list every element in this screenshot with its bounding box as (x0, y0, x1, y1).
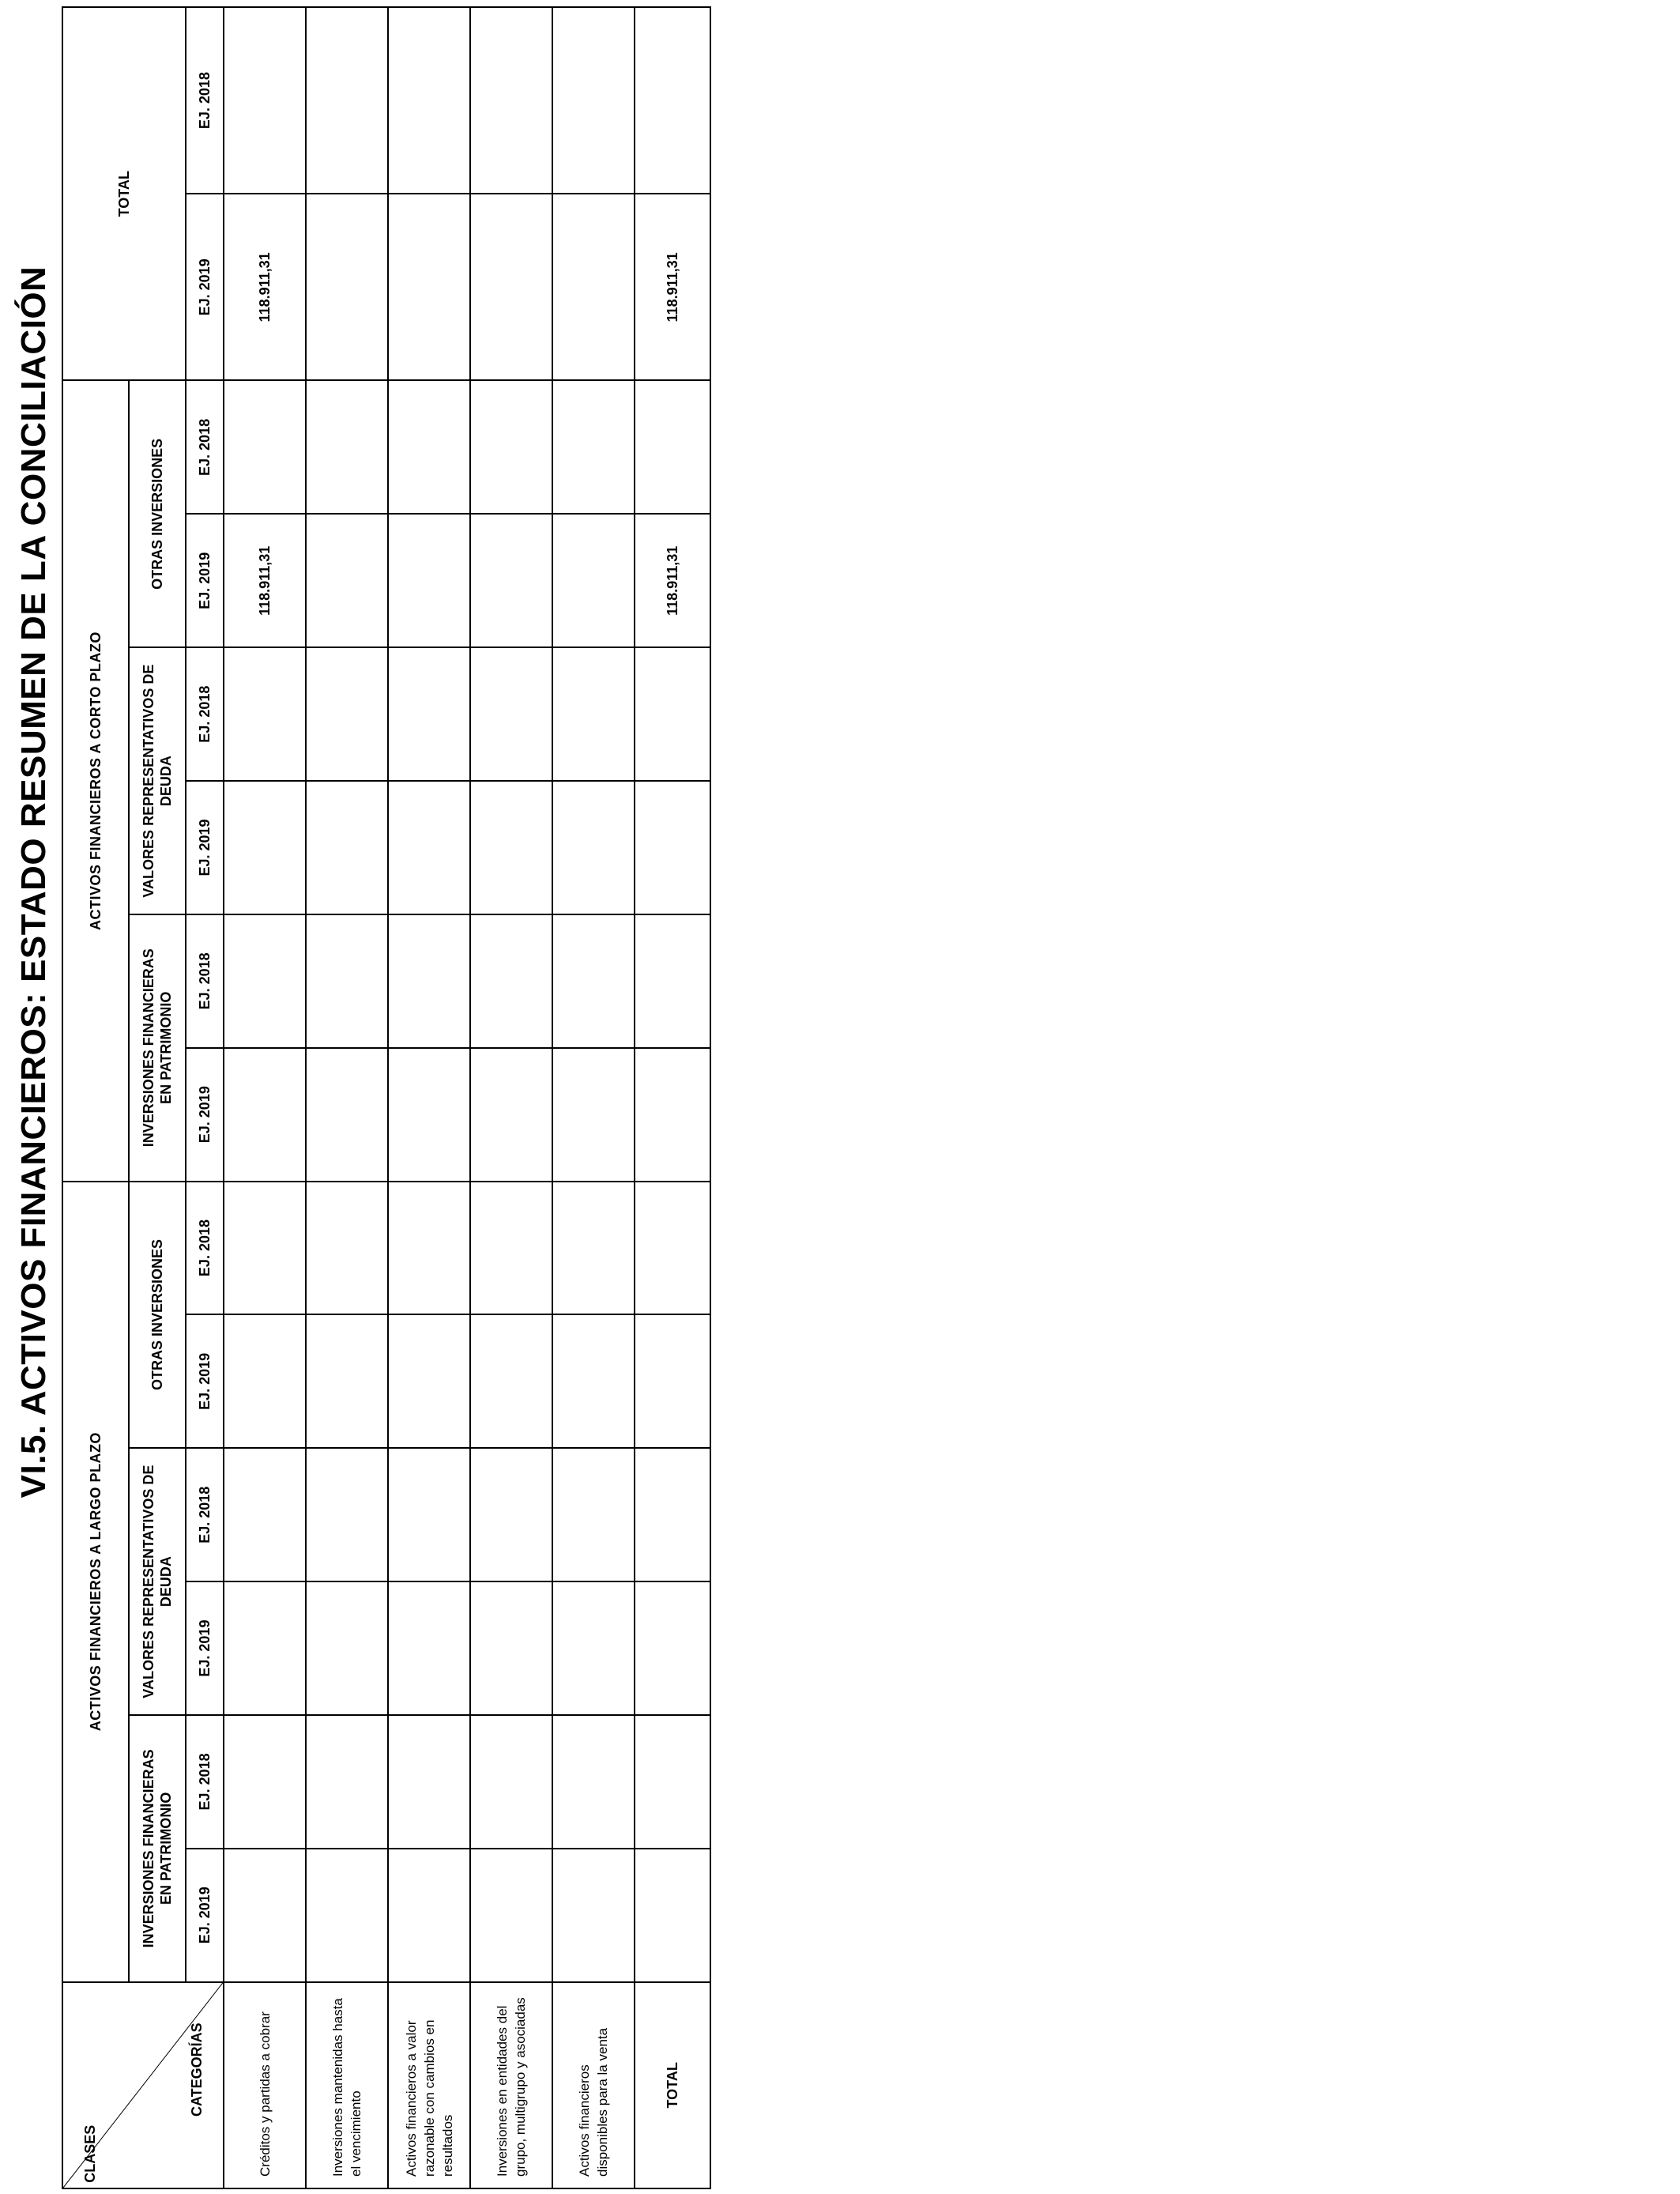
cell-lp-otras-2019 (224, 1314, 306, 1448)
cell-lp-patrimonio-2018 (635, 1715, 710, 1849)
cell-lp-deuda-2018 (635, 1448, 710, 1581)
cell-total-2019 (306, 194, 388, 380)
cell-lp-deuda-2019 (552, 1581, 635, 1715)
cell-cp-otras-2018 (635, 380, 710, 514)
cell-cp-deuda-2019 (224, 781, 306, 914)
year-2019: EJ. 2019 (186, 1048, 224, 1182)
row-category: Activos financieros disponibles para la venta (552, 1982, 635, 2188)
cell-cp-deuda-2019 (388, 781, 470, 914)
year-2019: EJ. 2019 (186, 194, 224, 380)
header-lp-deuda (129, 1448, 186, 1715)
header-cp-patrimonio-line1: INVERSIONES FINANCIERAS (141, 948, 156, 1148)
cell-cp-otras-2018 (224, 380, 306, 514)
cell-total-2019 (552, 194, 635, 380)
cell-lp-deuda-2019 (388, 1581, 470, 1715)
cell-lp-deuda-2019 (306, 1581, 388, 1715)
cell-total-2018 (224, 7, 306, 194)
header-corto-plazo: ACTIVOS FINANCIEROS A CORTO PLAZO (62, 380, 129, 1181)
cell-lp-deuda-2018 (306, 1448, 388, 1581)
cell-lp-deuda-2018 (388, 1448, 470, 1581)
cell-cp-patrimonio-2018 (388, 914, 470, 1048)
cell-cp-patrimonio-2018 (470, 914, 552, 1048)
cell-lp-otras-2018 (388, 1182, 470, 1315)
total-row (635, 7, 710, 2188)
header-lp-patrimonio-line1: INVERSIONES FINANCIERAS (141, 1749, 156, 1948)
cell-lp-otras-2018 (552, 1182, 635, 1315)
year-2018: EJ. 2018 (186, 380, 224, 514)
cell-lp-otras-2019 (635, 1314, 710, 1448)
cell-cp-deuda-2018 (388, 647, 470, 781)
cell-total-2018 (635, 7, 710, 194)
cell-cp-patrimonio-2019 (388, 1048, 470, 1182)
header-cp-deuda (129, 647, 186, 914)
cell-cp-deuda-2019 (470, 781, 552, 914)
cell-cp-otras-2018 (552, 380, 635, 514)
cell-lp-patrimonio-2019 (552, 1849, 635, 1982)
cell-cp-deuda-2019 (552, 781, 635, 914)
table-row (388, 7, 470, 2188)
header-lp-deuda-line1: VALORES REPRESENTATIVOS DE (141, 1465, 156, 1698)
cell-lp-otras-2018 (470, 1182, 552, 1315)
cell-total-2019 (470, 194, 552, 380)
year-2018: EJ. 2018 (186, 1448, 224, 1581)
cell-lp-patrimonio-2018 (470, 1715, 552, 1849)
cell-cp-patrimonio-2019 (306, 1048, 388, 1182)
header-cp-patrimonio-line2: EN PATRIMONIO (158, 991, 174, 1104)
row-category: Inversiones mantenidas hasta el vencimiento (306, 1982, 388, 2188)
header-categorias: CATEGORÍAS (189, 2022, 205, 2117)
cell-lp-deuda-2019 (224, 1581, 306, 1715)
table-row (470, 7, 552, 2188)
header-row-groups (62, 7, 129, 2188)
cell-lp-otras-2019 (306, 1314, 388, 1448)
cell-cp-deuda-2018 (306, 647, 388, 781)
cell-cp-otras-2019: 118.911,31 (224, 514, 306, 647)
cell-lp-patrimonio-2018 (306, 1715, 388, 1849)
table-row (552, 7, 635, 2188)
cell-total-2018 (388, 7, 470, 194)
cell-total-2019: 118.911,31 (224, 194, 306, 380)
cell-cp-patrimonio-2018 (635, 914, 710, 1048)
cell-lp-deuda-2018 (552, 1448, 635, 1581)
year-2018: EJ. 2018 (186, 1715, 224, 1849)
cell-lp-patrimonio-2019 (470, 1849, 552, 1982)
table-row (224, 7, 306, 2188)
header-row-years (186, 7, 224, 2188)
header-total: TOTAL (62, 7, 186, 380)
table-row (306, 7, 388, 2188)
cell-total-2019-total: 118.911,31 (635, 194, 710, 380)
cell-cp-patrimonio-2019 (224, 1048, 306, 1182)
total-label: TOTAL (635, 1982, 710, 2188)
header-largo-plazo: ACTIVOS FINANCIEROS A LARGO PLAZO (62, 1182, 129, 1982)
cell-total-2019 (388, 194, 470, 380)
cell-cp-deuda-2018 (635, 647, 710, 781)
reconciliation-table (62, 6, 711, 2189)
row-category: Créditos y partidas a cobrar (224, 1982, 306, 2188)
corner-header (62, 1982, 224, 2188)
year-2019: EJ. 2019 (186, 1314, 224, 1448)
cell-lp-otras-2019 (552, 1314, 635, 1448)
year-2019: EJ. 2019 (186, 1849, 224, 1982)
cell-cp-otras-2019 (470, 514, 552, 647)
header-lp-deuda-line2: DEUDA (158, 1556, 174, 1608)
cell-cp-otras-2019 (552, 514, 635, 647)
cell-cp-otras-2019-total: 118.911,31 (635, 514, 710, 647)
cell-cp-deuda-2018 (470, 647, 552, 781)
cell-cp-otras-2018 (306, 380, 388, 514)
cell-total-2018 (552, 7, 635, 194)
year-2018: EJ. 2018 (186, 1182, 224, 1315)
year-2018: EJ. 2018 (186, 647, 224, 781)
cell-cp-deuda-2019 (306, 781, 388, 914)
cell-lp-patrimonio-2019 (224, 1849, 306, 1982)
cell-cp-deuda-2018 (552, 647, 635, 781)
header-cp-deuda-line2: DEUDA (158, 756, 174, 807)
cell-cp-otras-2018 (470, 380, 552, 514)
cell-lp-deuda-2019 (635, 1581, 710, 1715)
header-clases: CLASES (82, 2124, 98, 2183)
cell-cp-patrimonio-2018 (306, 914, 388, 1048)
cell-lp-patrimonio-2018 (388, 1715, 470, 1849)
cell-lp-otras-2019 (388, 1314, 470, 1448)
row-category: Activos financieros a valor razonable con cambios en resultados (388, 1982, 470, 2188)
cell-cp-deuda-2018 (224, 647, 306, 781)
cell-lp-patrimonio-2018 (224, 1715, 306, 1849)
cell-cp-otras-2019 (306, 514, 388, 647)
cell-lp-deuda-2018 (224, 1448, 306, 1581)
cell-cp-otras-2019 (388, 514, 470, 647)
cell-cp-patrimonio-2019 (470, 1048, 552, 1182)
year-2019: EJ. 2019 (186, 1581, 224, 1715)
cell-lp-patrimonio-2019 (306, 1849, 388, 1982)
header-cp-deuda-line1: VALORES REPRESENTATIVOS DE (141, 664, 156, 898)
page-title: VI.5. ACTIVOS FINANCIEROS: ESTADO RESUMEN DE LA CONCILIACIÓN (14, 266, 53, 1498)
cell-lp-deuda-2019 (470, 1581, 552, 1715)
cell-cp-patrimonio-2018 (552, 914, 635, 1048)
cell-cp-patrimonio-2019 (635, 1048, 710, 1182)
year-2019: EJ. 2019 (186, 781, 224, 914)
year-2019: EJ. 2019 (186, 514, 224, 647)
header-cp-otras: OTRAS INVERSIONES (129, 380, 186, 647)
header-lp-patrimonio (129, 1715, 186, 1982)
cell-cp-patrimonio-2018 (224, 914, 306, 1048)
cell-lp-patrimonio-2018 (552, 1715, 635, 1849)
cell-lp-otras-2018 (635, 1182, 710, 1315)
cell-cp-otras-2018 (388, 380, 470, 514)
cell-lp-patrimonio-2019 (388, 1849, 470, 1982)
row-category: Inversiones en entidades del grupo, multigrupo y asociadas (470, 1982, 552, 2188)
cell-lp-otras-2018 (224, 1182, 306, 1315)
header-lp-otras: OTRAS INVERSIONES (129, 1182, 186, 1449)
header-cp-patrimonio (129, 914, 186, 1182)
cell-cp-patrimonio-2019 (552, 1048, 635, 1182)
cell-total-2018 (470, 7, 552, 194)
cell-cp-deuda-2019 (635, 781, 710, 914)
cell-lp-deuda-2018 (470, 1448, 552, 1581)
cell-total-2018 (306, 7, 388, 194)
cell-lp-otras-2019 (470, 1314, 552, 1448)
cell-lp-otras-2018 (306, 1182, 388, 1315)
cell-lp-patrimonio-2019 (635, 1849, 710, 1982)
year-2018: EJ. 2018 (186, 7, 224, 194)
header-lp-patrimonio-line2: EN PATRIMONIO (158, 1792, 174, 1906)
year-2018: EJ. 2018 (186, 914, 224, 1048)
